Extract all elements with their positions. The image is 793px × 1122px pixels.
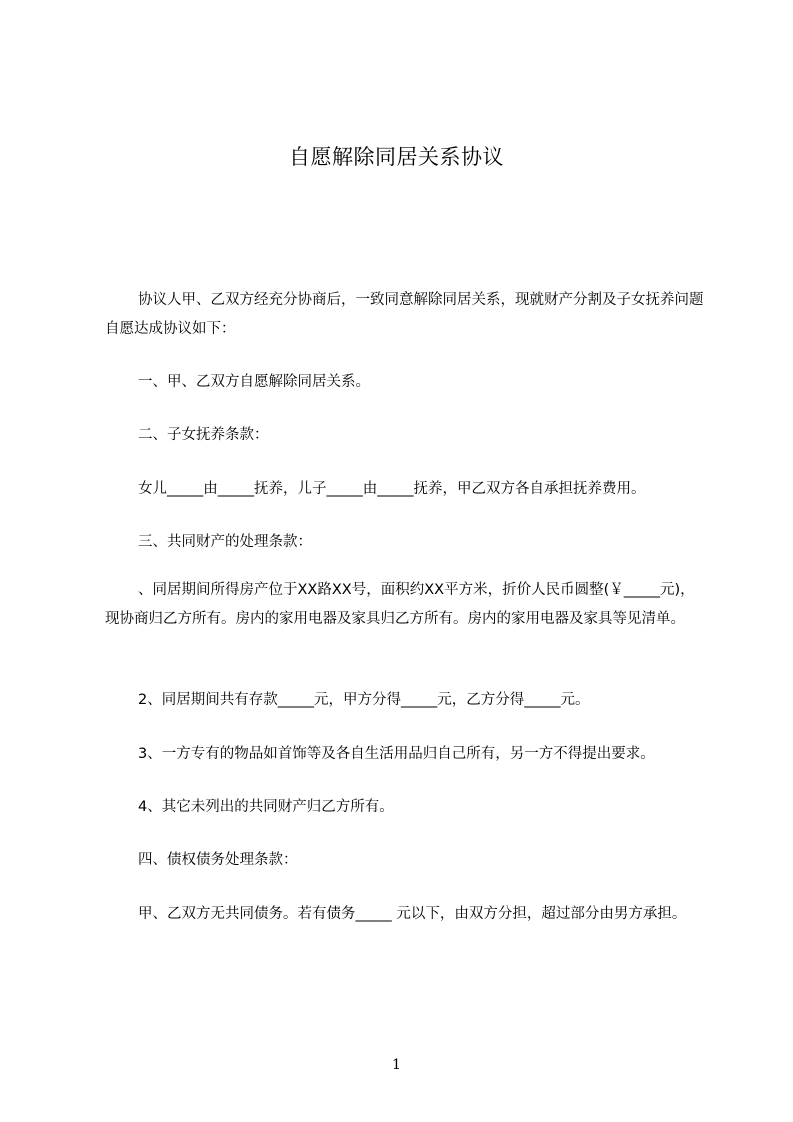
property-clause-other: 4、其它未列出的共同财产归乙方所有。 [138, 799, 394, 815]
property-clause-savings: 2、同居期间共有存款_____元，甲方分得_____元，乙方分得_____元。 [138, 692, 590, 708]
clause-1: 一、甲、乙双方自愿解除同居关系。 [138, 374, 370, 390]
property-clause-personal-items: 3、一方专有的物品如首饰等及各自生活用品归自己所有，另一方不得提出要求。 [138, 746, 655, 762]
page-number: 1 [392, 1057, 401, 1073]
paragraph-intro: 协议人甲、乙双方经充分协商后，一致同意解除同居关系，现就财产分割及子女抚养问题自愿达成协议如下： [105, 292, 704, 337]
property-clause-house: 、同居期间所得房产位于XX路XX号，面积约XX平方米，折价人民币圆整(￥_____元)，现协商归乙方所有。房内的家用电器及家具归乙方所有。房内的家用电器及家具等见清单。 [105, 582, 695, 627]
child-custody-clause: 女儿_____由_____抚养，儿子_____由_____抚养，甲乙双方各自承担抚养费用。 [138, 481, 646, 497]
debt-clause: 甲、乙双方无共同债务。若有债务_____ 元以下，由双方分担，超过部分由男方承担。 [138, 906, 687, 922]
section-heading-debts: 四、债权债务处理条款： [138, 852, 298, 868]
section-heading-property: 三、共同财产的处理条款： [138, 534, 312, 550]
section-heading-child-custody: 二、子女抚养条款： [138, 427, 269, 443]
document-title: 自愿解除同居关系协议 [289, 145, 504, 169]
